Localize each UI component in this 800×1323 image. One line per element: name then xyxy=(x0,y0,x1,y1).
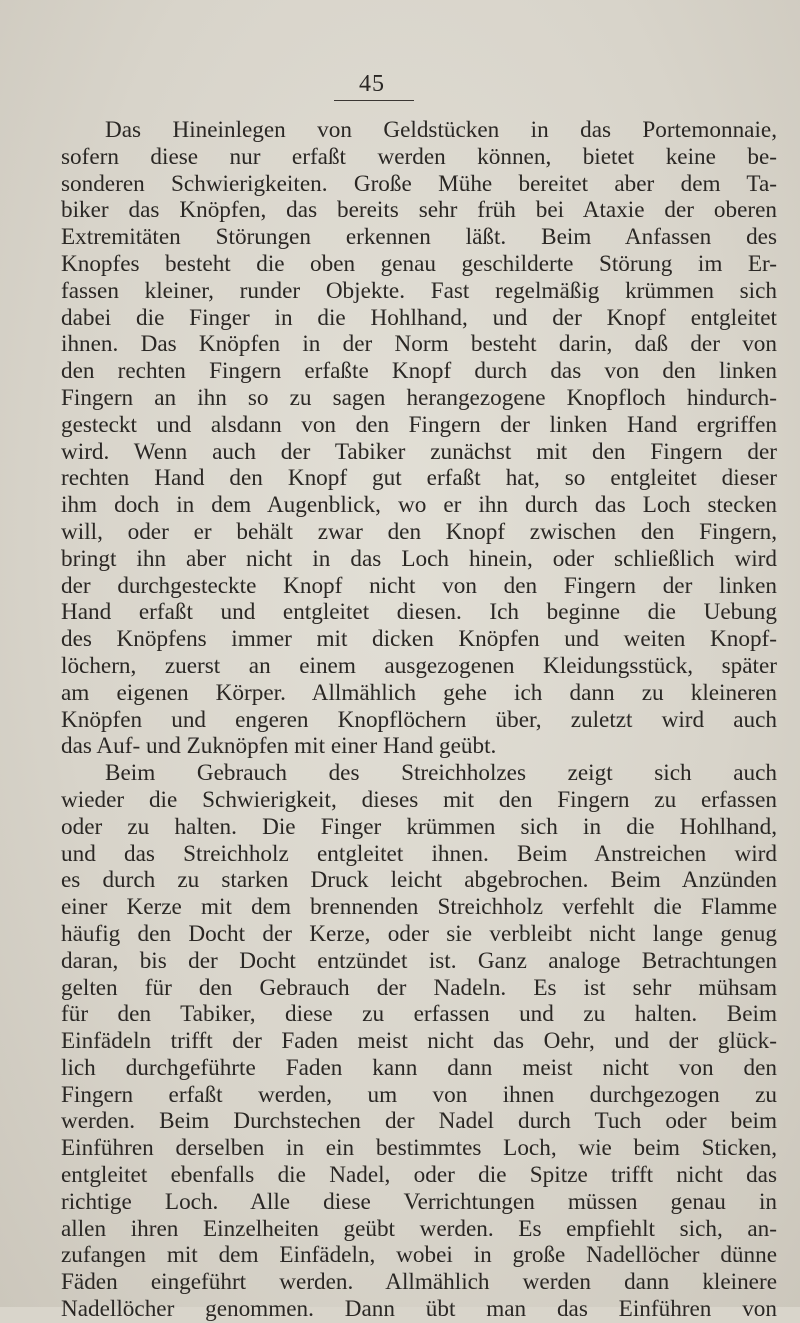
text-line: zufangen mit dem Einfädeln, wobei in große Nadellöcher dünne xyxy=(61,1242,777,1269)
text-line: richtige Loch. Alle diese Verrichtungen müssen genau in xyxy=(61,1188,777,1215)
text-line: werden. Beim Durchstechen der Nadel durch Tuch oder beim xyxy=(61,1108,777,1135)
text-line: gelten für den Gebrauch der Nadeln. Es ist sehr mühsam xyxy=(61,974,777,1001)
text-line: fassen kleiner, runder Objekte. Fast regelmäßig krümmen sich xyxy=(61,277,777,304)
text-line: Fingern an ihn so zu sagen herangezogene Knopfloch hindurch- xyxy=(61,384,777,411)
text-line: will, oder er behält zwar den Knopf zwischen den Fingern, xyxy=(61,518,777,545)
text-line: allen ihren Einzelheiten geübt werden. Es empfiehlt sich, an- xyxy=(61,1215,777,1242)
text-line: Beim Gebrauch des Streichholzes zeigt sich auch xyxy=(105,760,777,787)
text-line: oder zu halten. Die Finger krümmen sich in die Hohlhand, xyxy=(61,813,777,840)
text-line: löchern, zuerst an einem ausgezogenen Kleidungsstück, später xyxy=(61,652,777,679)
text-line: biker das Knöpfen, das bereits sehr früh bei Ataxie der oberen xyxy=(61,197,777,224)
text-line: ihm doch in dem Augenblick, wo er ihn durch das Loch stecken xyxy=(61,492,777,519)
text-line: Hand erfaßt und entgleitet diesen. Ich beginne die Uebung xyxy=(61,599,777,626)
text-line: häufig den Docht der Kerze, oder sie verbleibt nicht lange genug xyxy=(61,920,777,947)
header-rule xyxy=(334,100,414,101)
text-line: einer Kerze mit dem brennenden Streichholz verfehlt die Flamme xyxy=(61,894,777,921)
text-line: des Knöpfens immer mit dicken Knöpfen und weiten Knopf- xyxy=(61,626,777,653)
text-line: Knopfes besteht die oben genau geschilderte Störung im Er- xyxy=(61,250,777,277)
text-line: es durch zu starken Druck leicht abgebrochen. Beim Anzünden xyxy=(61,867,777,894)
text-line: entgleitet ebenfalls die Nadel, oder die Spitze trifft nicht das xyxy=(61,1162,777,1189)
text-line: Extremitäten Störungen erkennen läßt. Beim Anfassen des xyxy=(61,224,777,251)
paragraph-end-line: das Auf- und Zuknöpfen mit einer Hand geübt. xyxy=(61,733,497,760)
text-line: Das Hineinlegen von Geldstücken in das Portemonnaie, xyxy=(105,117,777,143)
text-line: bringt ihn aber nicht in das Loch hinein, oder schließlich wird xyxy=(61,545,777,572)
text-line: und das Streichholz entgleitet ihnen. Beim Anstreichen wird xyxy=(61,840,777,867)
text-line: wird. Wenn auch der Tabiker zunächst mit den Fingern der xyxy=(61,438,777,465)
text-line: Nadellöcher genommen. Dann übt man das Einführen von xyxy=(61,1296,777,1323)
text-line: sofern diese nur erfaßt werden können, bietet keine be- xyxy=(61,143,777,170)
text-line: am eigenen Körper. Allmählich gehe ich dann zu kleineren xyxy=(61,679,777,706)
text-line: Fingern erfaßt werden, um von ihnen durchgezogen zu xyxy=(61,1081,777,1108)
text-line: dabei die Finger in die Hohlhand, und der Knopf entgleitet xyxy=(61,304,777,331)
text-line: sonderen Schwierigkeiten. Große Mühe bereitet aber dem Ta- xyxy=(61,170,777,197)
text-line: wieder die Schwierigkeit, dieses mit den Fingern zu erfassen xyxy=(61,786,777,813)
text-line: daran, bis der Docht entzündet ist. Ganz analoge Betrachtungen xyxy=(61,947,777,974)
body-text xyxy=(61,117,777,1323)
text-line: der durchgesteckte Knopf nicht von den Fingern der linken xyxy=(61,572,777,599)
text-line: für den Tabiker, diese zu erfassen und zu halten. Beim xyxy=(61,1001,777,1028)
text-line: Einfädeln trifft der Faden meist nicht das Oehr, und der glück- xyxy=(61,1028,777,1055)
text-line: den rechten Fingern erfaßte Knopf durch das von den linken xyxy=(61,358,777,385)
text-line: Fäden eingeführt werden. Allmählich werden dann kleinere xyxy=(61,1269,777,1296)
text-line: rechten Hand den Knopf gut erfaßt hat, so entgleitet dieser xyxy=(61,465,777,492)
text-line: lich durchgeführte Faden kann dann meist nicht von den xyxy=(61,1054,777,1081)
text-line: ihnen. Das Knöpfen in der Norm besteht darin, daß der von xyxy=(61,331,777,358)
text-line: gesteckt und alsdann von den Fingern der linken Hand ergriffen xyxy=(61,411,777,438)
text-line: Einführen derselben in ein bestimmtes Loch, wie beim Sticken, xyxy=(61,1135,777,1162)
page-number: 45 xyxy=(359,71,385,97)
text-line: Knöpfen und engeren Knopflöchern über, zuletzt wird auch xyxy=(61,706,777,733)
